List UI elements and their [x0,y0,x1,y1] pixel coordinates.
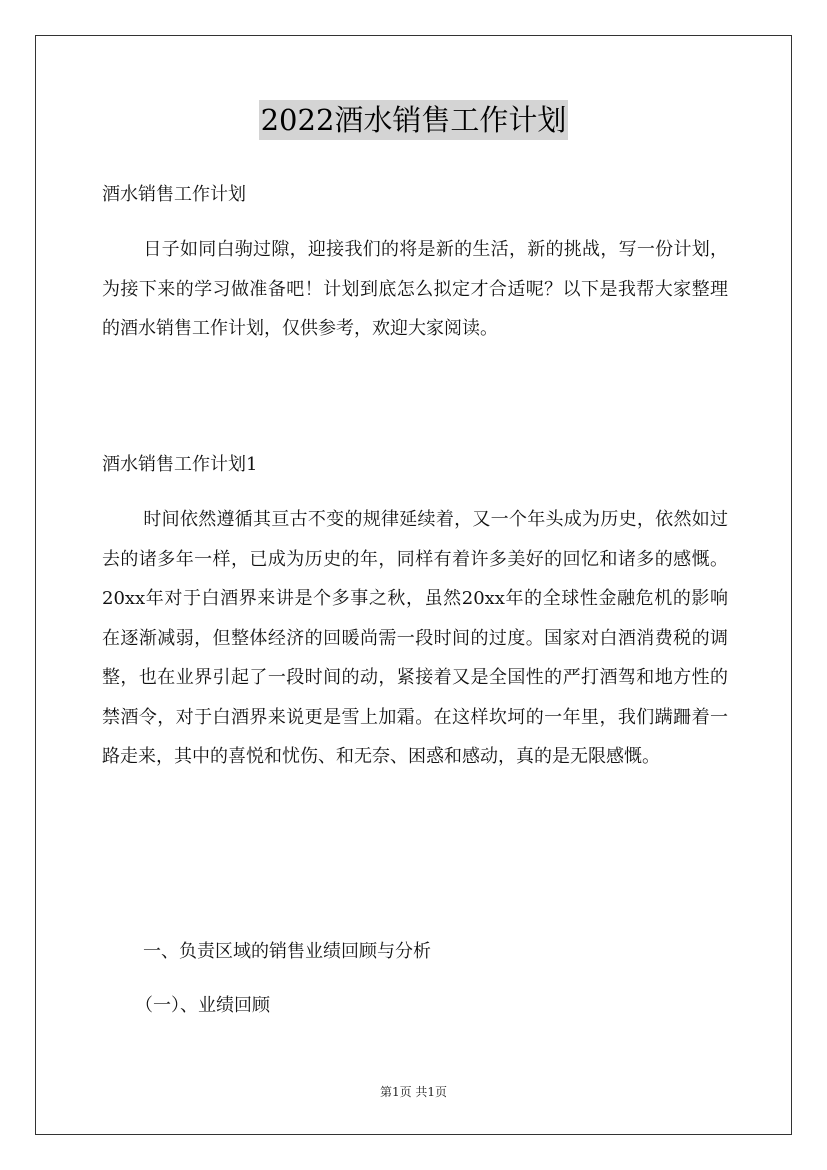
section-body-paragraph: 时间依然遵循其亘古不变的规律延续着，又一个年头成为历史，依然如过去的诸多年一样，已成为历史的年，同样有着许多美好的回忆和诸多的感慨。20xx年对于白酒界来讲是个多事之秋，虽然20xx年的全球性金融危机的影响在逐渐减弱，但整体经济的回暖尚需一段时间的过度。国家对白酒消费税的调整，也在业界引起了一段时间的动，紧接着又是全国性的严打酒驾和地方性的禁酒令，对于白酒界来说更是雪上加霜。在这样坎坷的一年里，我们蹒跚着一路走来，其中的喜悦和忧伤、和无奈、困惑和感动，真的是无限感慨。 [102,509,728,767]
subheading-performance-review: （一）、业绩回顾 [135,995,270,1016]
page-footer: 第1页 共1页 [379,1085,448,1099]
document-title: 2022酒水销售工作计划 [259,100,569,140]
intro-paragraph: 日子如同白驹过隙，迎接我们的将是新的生活，新的挑战，写一份计划，为接下来的学习做准备吧！计划到底怎么拟定才合适呢？以下是我帮大家整理的酒水销售工作计划，仅供参考，欢迎大家阅读。 [102,239,728,339]
section-heading: 酒水销售工作计划1 [102,454,258,475]
title-container [0,100,827,140]
document-subtitle: 酒水销售工作计划 [102,184,246,205]
subheading-sales-review: 一、负责区域的销售业绩回顾与分析 [143,941,431,962]
